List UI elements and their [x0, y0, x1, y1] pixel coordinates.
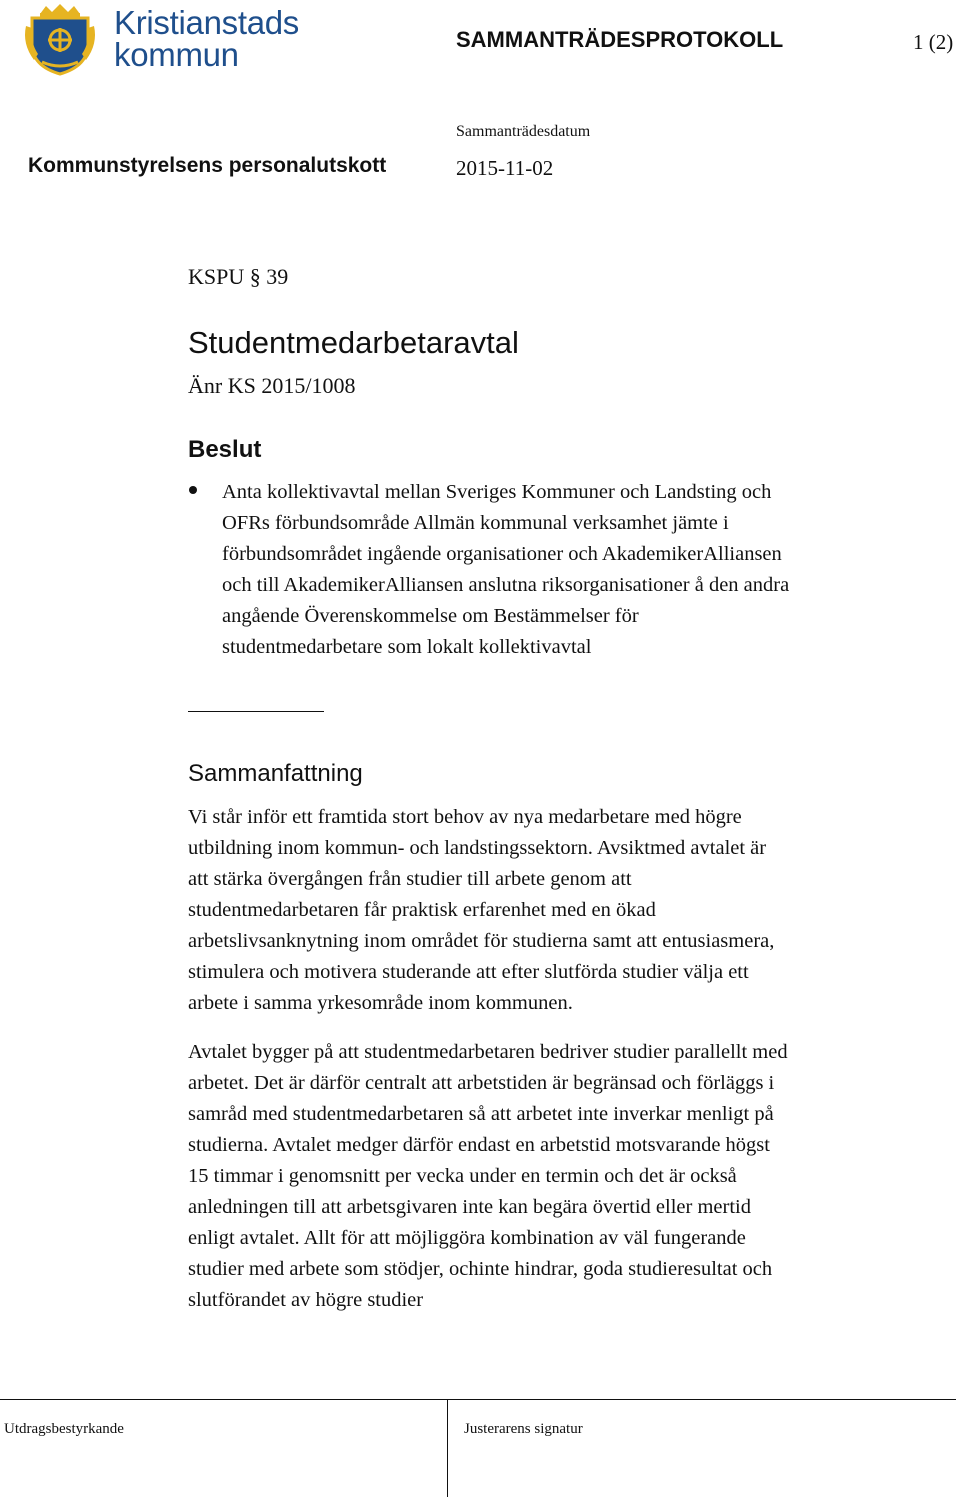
bullet-icon: [189, 486, 197, 494]
text-line: arbetslivsanknytning inom området för studierna samt att entusiasmera,: [188, 930, 775, 952]
text-line: anledningen till att arbetsgivaren inte kan begära övertid eller mertid: [188, 1196, 751, 1218]
text-line: och till AkademikerAlliansen anslutna riksorganisationer å den andra: [222, 574, 790, 596]
summary-paragraph: [188, 802, 888, 1019]
text-line: angående Överenskommelse om Bestämmelser för: [222, 605, 639, 627]
text-line: arbetet. Det är därför centralt att arbetstiden är begränsad och förläggs i: [188, 1072, 775, 1094]
decision-text: [222, 477, 922, 663]
text-line: studentmedarbetaren får praktisk erfarenhet med en ökad: [188, 899, 656, 921]
text-line: förbundsområdet ingående organisationer och AkademikerAlliansen: [222, 543, 782, 565]
case-number: Änr KS 2015/1008: [188, 373, 356, 398]
section-divider: [188, 711, 324, 712]
text-line: samråd med studentmedarbetaren så att arbetet inte inverkar menligt på: [188, 1103, 774, 1125]
page-number: 1 (2): [913, 30, 954, 54]
text-line: utbildning inom kommun- och landstingssektorn. Avsiktmed avtalet är: [188, 837, 767, 859]
adjuster-signature-label: Justerarens signatur: [464, 1421, 583, 1437]
page-title: Studentmedarbetaravtal: [188, 325, 519, 360]
meeting-date: 2015-11-02: [456, 156, 554, 180]
summary-paragraph: [188, 1037, 888, 1316]
decision-heading: Beslut: [188, 436, 262, 463]
text-line: enligt avtalet. Allt för att möjliggöra kombination av väl fungerande: [188, 1227, 746, 1249]
logo-wordmark-line1: Kristianstads: [114, 4, 300, 41]
section-reference: KSPU § 39: [188, 264, 289, 289]
text-line: studier med arbete som stödjer, ochinte hindrar, goda studieresultat och: [188, 1258, 773, 1280]
committee-name: Kommunstyrelsens personalutskott: [28, 154, 387, 177]
text-line: stimulera och motivera studerande att efter slutförda studier välja ett: [188, 961, 749, 983]
text-line: Avtalet bygger på att studentmedarbetaren bedriver studier parallellt med: [188, 1041, 788, 1063]
logo-wordmark-line2: kommun: [114, 36, 239, 73]
text-line: slutförandet av högre studier: [188, 1289, 424, 1311]
certification-label: Utdragsbestyrkande: [4, 1421, 124, 1437]
municipality-logo: [22, 4, 302, 76]
text-line: Vi står inför ett framtida stort behov av nya medarbetare med högre: [188, 806, 742, 828]
coat-of-arms-icon: [22, 4, 98, 76]
text-line: studierna. Avtalet medger därför endast en arbetstid motsvarande högst: [188, 1134, 770, 1156]
summary-heading: Sammanfattning: [188, 760, 363, 787]
text-line: 15 timmar i genomsnitt per vecka under en termin och det är också: [188, 1165, 737, 1187]
text-line: OFRs förbundsområde Allmän kommunal verksamhet jämte i: [222, 512, 729, 534]
text-line: att stärka övergången från studier till arbete genom att: [188, 868, 632, 890]
document-type: SAMMANTRÄDESPROTOKOLL: [456, 27, 784, 52]
footer-rule: [0, 1399, 956, 1400]
footer-column-divider: [447, 1399, 448, 1497]
text-line: arbete i samma yrkesområde inom kommunen.: [188, 992, 573, 1014]
text-line: studentmedarbetare som lokalt kollektivavtal: [222, 636, 592, 658]
text-line: Anta kollektivavtal mellan Sveriges Kommuner och Landsting och: [222, 481, 772, 503]
meeting-date-label: Sammanträdesdatum: [456, 123, 591, 140]
